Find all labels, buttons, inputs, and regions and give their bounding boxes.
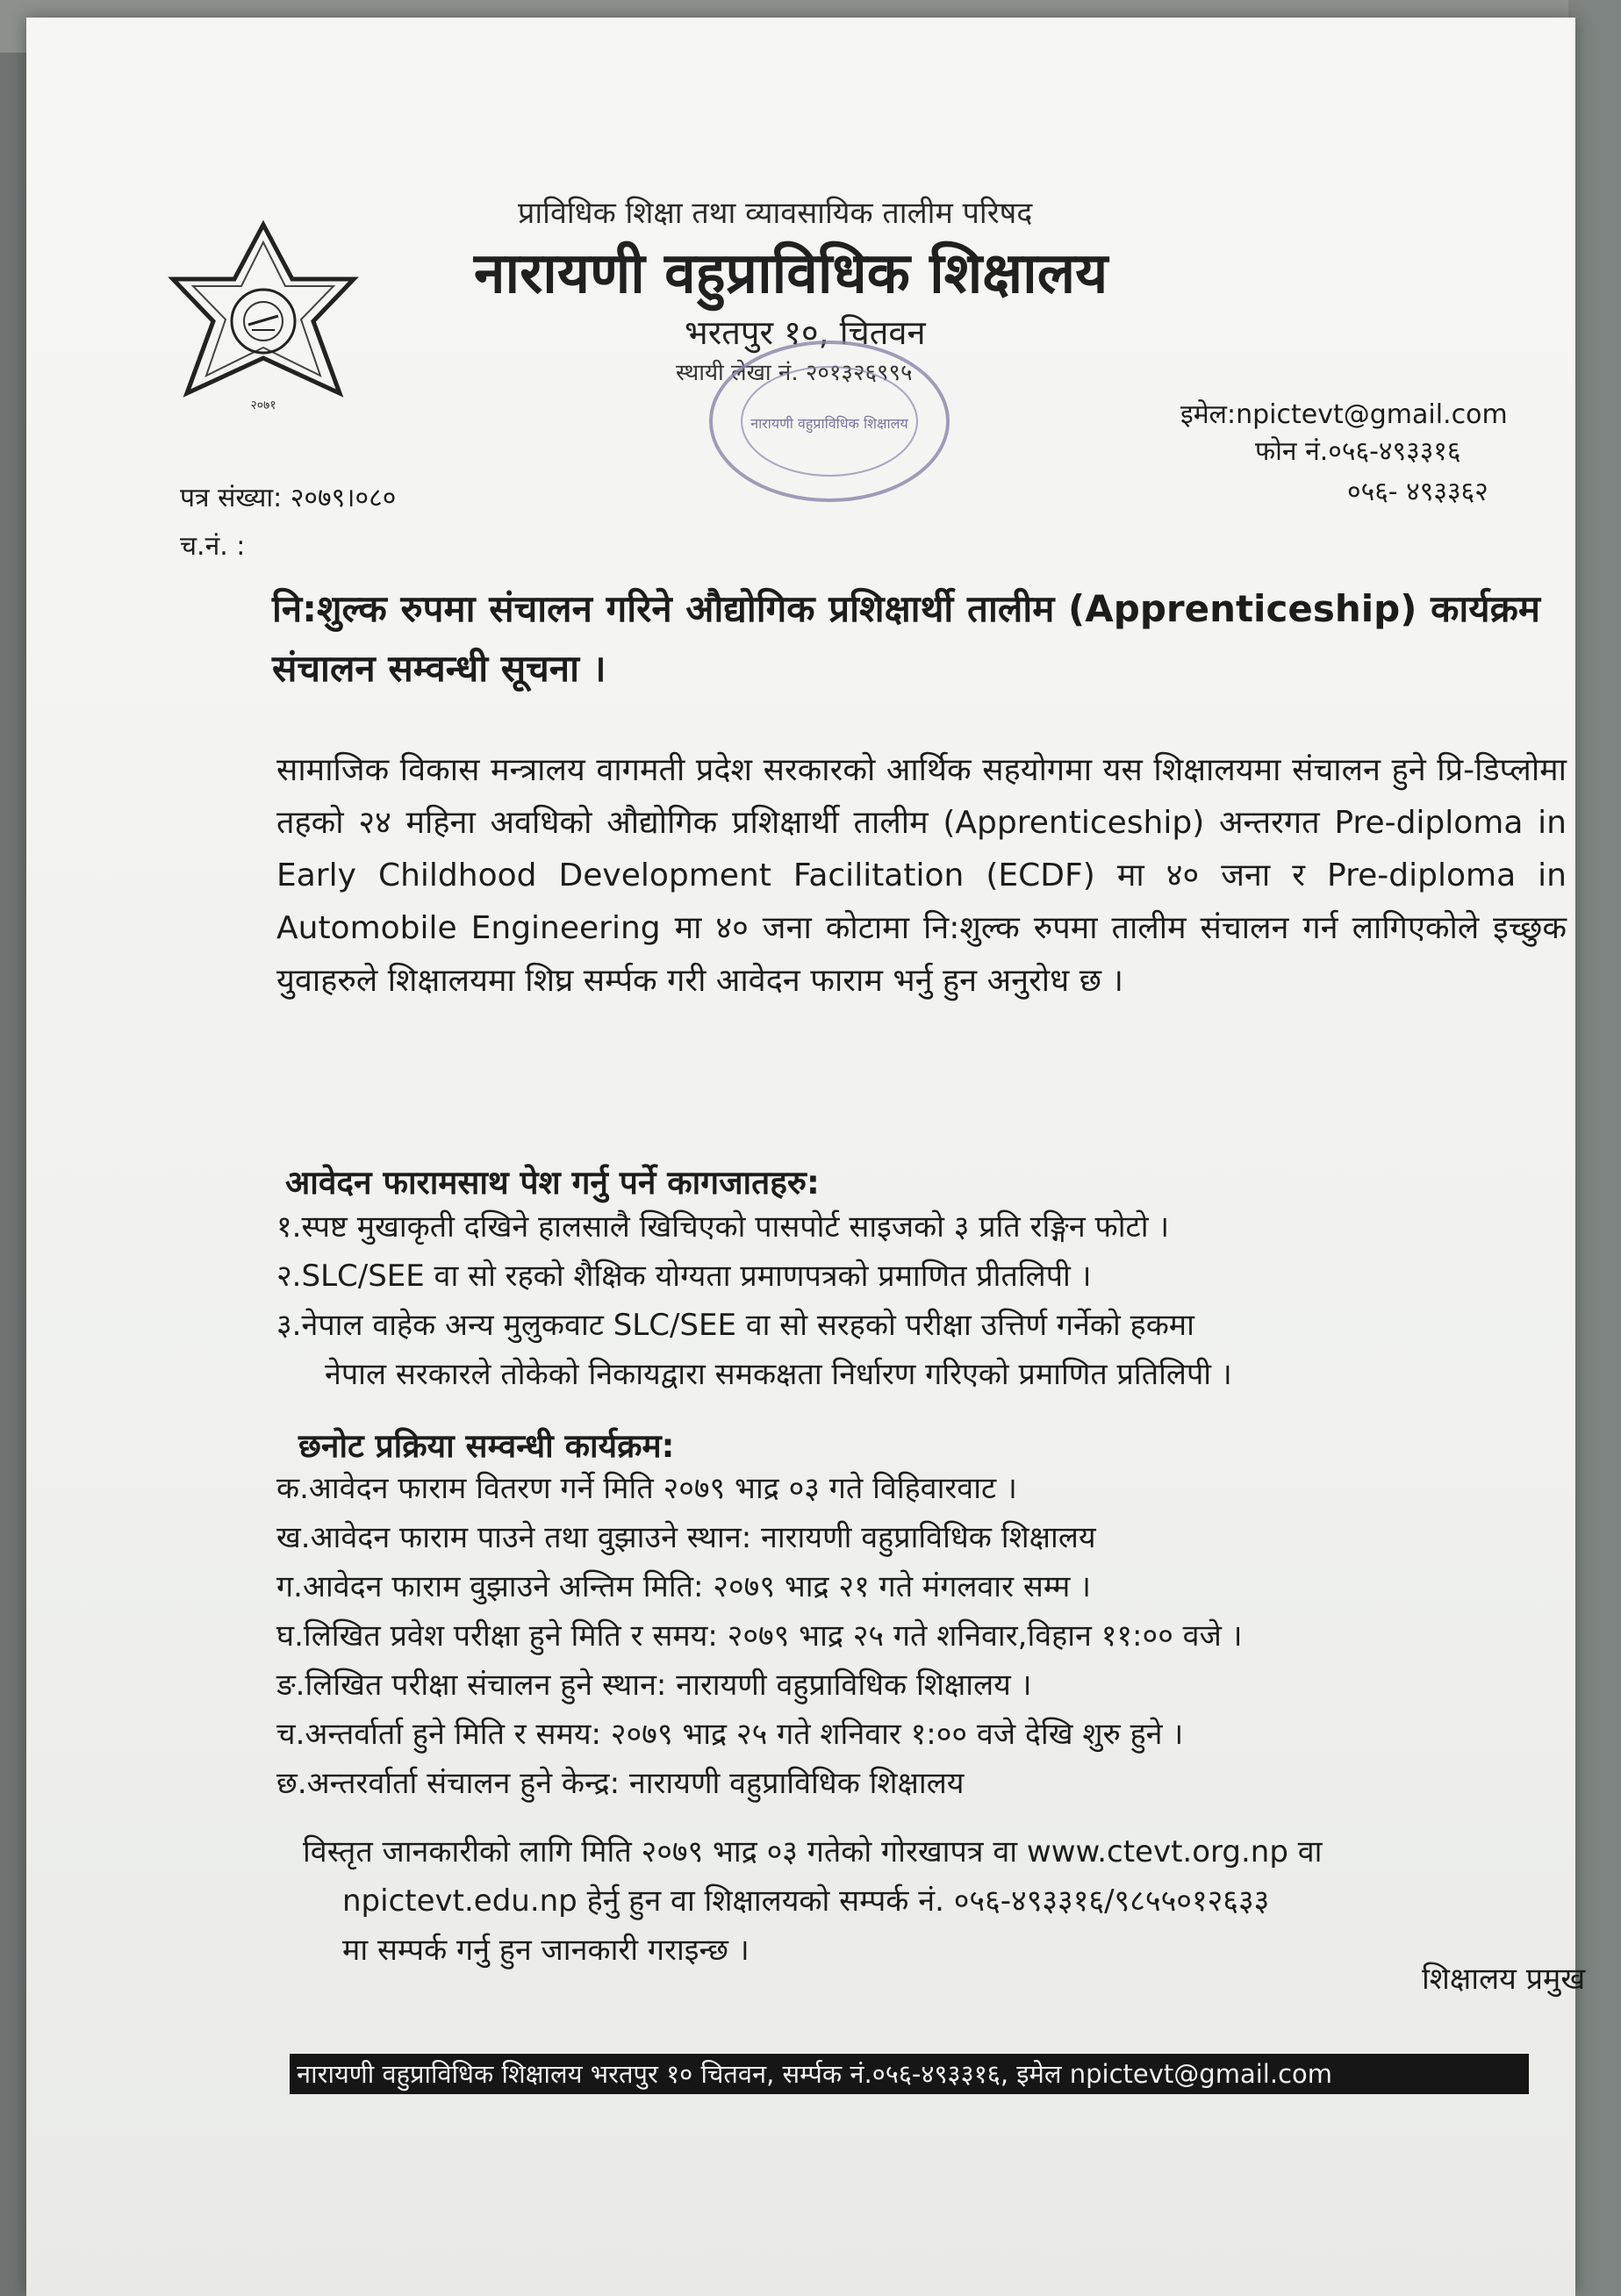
procedure-heading: छनोट प्रक्रिया सम्वन्धी कार्यक्रम: xyxy=(298,1427,675,1465)
contact-phone-1: फोन नं.०५६-४९३३१६ xyxy=(1255,436,1461,467)
signature-title: शिक्षालय प्रमुख xyxy=(1422,1962,1586,1997)
document-item: १.स्पष्ट मुखाकृती दखिने हालसालै खिचिएको पासपोर्ट साइजको ३ प्रति रङ्गिन फोटो । xyxy=(276,1209,1170,1245)
office-stamp xyxy=(702,334,957,509)
procedure-item: ङ.लिखित परीक्षा संचालन हुने स्थान: नारायणी वहुप्राविधिक शिक्षालय । xyxy=(276,1668,1032,1703)
more-info-line: मा सम्पर्क गर्नु हुन जानकारी गराइन्छ । xyxy=(342,1933,750,1968)
notice-body: सामाजिक विकास मन्त्रालय वागमती प्रदेश सरकारको आर्थिक सहयोगमा यस शिक्षालयमा संचालन हुने प्रि-डिप्लोमा तहको २४ महिना अवधिको औद्योगिक प्रशिक्षार्थी तालीम (Apprenticeship) अन्तरगत Pre-diploma in Early Childhood Development Facilitation (ECDF) मा ४० जना र Pre-diploma in Automobile Engineering मा ४० जना कोटामा नि:शुल्क रुपमा तालीम संचालन गर्न लागिएकोले इच्छुक युवाहरुले शिक्षालयमा शिघ्र सर्म्पक गरी आवेदन फाराम भर्नु हुन अनुरोध छ । xyxy=(276,752,1567,999)
stamp-text: नारायणी वहुप्राविधिक शिक्षालय xyxy=(750,415,908,432)
procedure-list xyxy=(276,1464,1610,1808)
school-address: भरतपुर १०, चितवन xyxy=(685,313,926,352)
logo-year: २०७१ xyxy=(250,398,276,413)
documents-list xyxy=(276,1202,1584,1399)
procedure-item: क.आवेदन फाराम वितरण गर्ने मिति २०७९ भाद्र ०३ गते विहिवारवाट । xyxy=(276,1471,1017,1506)
procedure-item: छ.अन्तरर्वार्ता संचालन हुने केन्द्र: नारायणी वहुप्राविधिक शिक्षालय xyxy=(276,1766,965,1801)
school-name: नारायणी वहुप्राविधिक शिक्षालय xyxy=(474,241,1108,306)
letter-number: पत्र संख्या: २०७९।०८० xyxy=(180,483,397,513)
council-name: प्राविधिक शिक्षा तथा व्यावसायिक तालीम परिषद xyxy=(518,196,1033,231)
dispatch-number: च.नं. : xyxy=(180,531,246,562)
footer-bar: नारायणी वहुप्राविधिक शिक्षालय भरतपुर १० चितवन, सर्म्पक नं.०५६-४९३३१६, इमेल npictevt@gmail.com xyxy=(290,2054,1529,2094)
more-info xyxy=(303,1827,1619,1975)
registration-number: स्थायी लेखा नं. २०१३२६९९५ xyxy=(676,360,913,386)
procedure-item: ग.आवेदन फाराम वुझाउने अन्तिम मिति: २०७९ भाद्र २१ गते मंगलवार सम्म । xyxy=(276,1569,1092,1604)
document-item: ३.नेपाल वाहेक अन्य मुलुकवाट SLC/SEE वा सो सरहको परीक्षा उत्तिर्ण गर्नेको हकमा xyxy=(276,1308,1194,1343)
procedure-item: ख.आवेदन फाराम पाउने तथा वुझाउने स्थान: नारायणी वहुप्राविधिक शिक्षालय xyxy=(276,1520,1096,1555)
document-item-continuation: नेपाल सरकारले तोकेको निकायद्वारा समकक्षता निर्धारण गरिएको प्रमाणित प्रतिलिपी । xyxy=(325,1357,1232,1392)
school-logo xyxy=(154,218,373,428)
contact-phone-2: ०५६- ४९३३६२ xyxy=(1347,477,1488,507)
procedure-item: च.अन्तर्वार्ता हुने मिति र समय: २०७९ भाद्र २५ गते शनिवार १:०० वजे देखि शुरु हुने । xyxy=(276,1717,1184,1752)
notice-subject: नि:शुल्क रुपमा संचालन गरिने औद्योगिक प्रशिक्षार्थी तालीम (Apprenticeship) कार्यक्रम संचालन सम्वन्धी सूचना । xyxy=(272,587,1540,690)
more-info-line: npictevt.edu.np हेर्नु हुन वा शिक्षालयको सम्पर्क नं. ०५६-४९३३१६/९८५५०१२६३३ xyxy=(342,1883,1270,1919)
document-item: २.SLC/SEE वा सो रहको शैक्षिक योग्यता प्रमाणपत्रको प्रमाणित प्रीतलिपी । xyxy=(276,1259,1092,1294)
procedure-item: घ.लिखित प्रवेश परीक्षा हुने मिति र समय: २०७९ भाद्र २५ गते शनिवार,विहान ११:०० वजे । xyxy=(276,1618,1243,1654)
notice-paper xyxy=(26,18,1586,2296)
more-info-line: विस्तृत जानकारीको लागि मिति २०७९ भाद्र ०३ गतेको गोरखापत्र वा www.ctevt.org.np वा xyxy=(303,1834,1323,1869)
documents-heading: आवेदन फारामसाथ पेश गर्नु पर्ने कागजातहरु: xyxy=(285,1164,820,1202)
contact-email: इमेल:npictevt@gmail.com xyxy=(1180,399,1508,430)
